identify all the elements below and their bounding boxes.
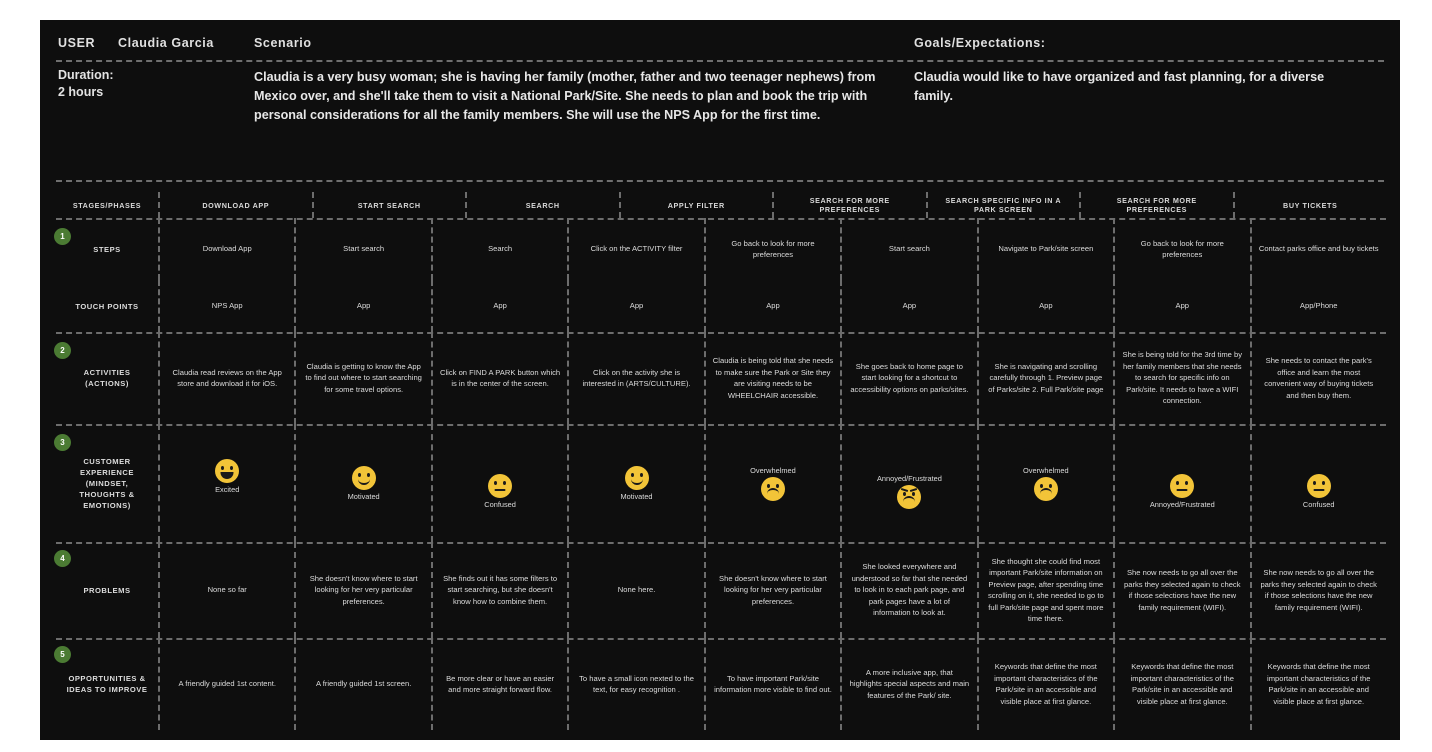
row-steps xyxy=(56,218,1386,280)
cell-opp-3: To have a small icon nexted to the text, for easy recognition . xyxy=(569,638,705,730)
neutral-face-icon xyxy=(1170,474,1194,498)
row-problems xyxy=(56,542,1386,638)
cell-opp-8: Keywords that define the most important characteristics of the Park/site in an accessible and visible place at first glance. xyxy=(1267,662,1371,706)
emotion-overwhelmed: Overwhelmed xyxy=(750,466,796,501)
emotion-annoyed-2: Annoyed/Frustrated xyxy=(1150,474,1215,509)
cell-touch-6: App xyxy=(979,280,1115,332)
smile-face-icon xyxy=(625,466,649,490)
cell-emotion-1 xyxy=(296,424,432,542)
cell-prob-3: None here. xyxy=(569,542,705,638)
cell-touch-2: App xyxy=(433,280,569,332)
scenario-label: Scenario xyxy=(254,36,312,50)
badge-3: 3 xyxy=(54,434,71,451)
user-name: Claudia Garcia xyxy=(118,36,214,50)
smile-face-icon xyxy=(352,466,376,490)
cell-act-2: Click on FIND A PARK button which is in the center of the screen. xyxy=(433,332,569,424)
journey-grid xyxy=(56,192,1386,730)
header-top-row xyxy=(58,36,1388,56)
cell-steps-4: Go back to look for more preferences xyxy=(706,218,842,280)
cell-emotion-2 xyxy=(433,424,569,542)
stage-header-5: SEARCH SPECIFIC INFO IN A PARK SCREEN xyxy=(928,192,1082,218)
cell-steps-2: Search xyxy=(433,218,569,280)
scenario-text: Claudia is a very busy woman; she is having her family (mother, father and two teenager nephews) from Mexico over, and she'll take them to visit a National Park/Site. She needs to plan and book the trip with personal considerations for all the family members. She will use the NPS App for the first time. xyxy=(254,70,876,122)
cell-touch-7: App xyxy=(1115,280,1251,332)
stage-header-3: APPLY FILTER xyxy=(621,192,775,218)
cell-opp-4: To have important Park/site information more visible to find out. xyxy=(706,638,842,730)
cell-emotion-4 xyxy=(706,424,842,542)
goals-label: Goals/Expectations: xyxy=(914,36,1046,50)
cell-steps-0: Download App xyxy=(160,218,296,280)
cell-opp-1: A friendly guided 1st screen. xyxy=(296,638,432,730)
header-divider-top xyxy=(56,60,1384,62)
cell-emotion-0 xyxy=(160,424,296,542)
cell-act-5: She goes back to home page to start looking for a shortcut to accessibility options on parks/sites. xyxy=(842,332,978,424)
cell-touch-0: NPS App xyxy=(160,280,296,332)
row-label-activities: ACTIVITIES (ACTIONS) xyxy=(56,332,160,424)
cell-prob-8: She now needs to go all over the parks they selected again to check if those selections have the new family requirement (WIFI). xyxy=(1260,568,1377,612)
cell-steps-3: Click on the ACTIVITY filter xyxy=(569,218,705,280)
cell-prob-1: She doesn't know where to start looking for her very particular preferences. xyxy=(296,542,432,638)
cell-act-6: She is navigating and scrolling carefully through 1. Preview page of Parks/site 2. Full Park/site page xyxy=(979,332,1115,424)
cell-touch-4: App xyxy=(706,280,842,332)
badge-5: 5 xyxy=(54,646,71,663)
cell-steps-8: Contact parks office and buy tickets xyxy=(1258,244,1379,254)
cell-steps-6: Navigate to Park/site screen xyxy=(979,218,1115,280)
row-label-experience: CUSTOMER EXPERIENCE (MINDSET, THOUGHTS & EMOTIONS) xyxy=(56,424,160,542)
cell-act-7: She is being told for the 3rd time by her family members that she needs to search for specific info on Park/site. It needs to have a WIFI connection. xyxy=(1115,332,1251,424)
badge-2: 2 xyxy=(54,342,71,359)
row-opportunities xyxy=(56,638,1386,730)
cell-touch-8: App/Phone xyxy=(1299,301,1338,311)
stage-header-2: SEARCH xyxy=(467,192,621,218)
emotion-motivated: Motivated xyxy=(348,466,380,501)
duration-value: 2 hours xyxy=(58,85,104,99)
duration-label: Duration: xyxy=(58,68,114,82)
cell-prob-6: She thought she could find most important Park/site information on Preview page, after spending time scrolling on it, she needed to go to full Park/site page and spent more time there. xyxy=(979,542,1115,638)
row-label-touchpoints: TOUCH POINTS xyxy=(56,280,160,332)
stage-header-4: SEARCH FOR MORE PREFERENCES xyxy=(774,192,928,218)
row-label-problems: PROBLEMS xyxy=(56,542,160,638)
emotion-confused: Confused xyxy=(484,474,516,509)
frown-face-icon xyxy=(761,477,785,501)
stage-header-row xyxy=(56,192,1386,218)
cell-prob-4: She doesn't know where to start looking for her very particular preferences. xyxy=(706,542,842,638)
cell-emotion-5 xyxy=(842,424,978,542)
frown-face-icon xyxy=(1034,477,1058,501)
cell-opp-0: A friendly guided 1st content. xyxy=(160,638,296,730)
stage-header-0: DOWNLOAD APP xyxy=(160,192,314,218)
cell-prob-7: She now needs to go all over the parks they selected again to check if those selections have the new family requirement (WIFI). xyxy=(1115,542,1251,638)
journey-map-board xyxy=(40,20,1400,740)
angry-face-icon xyxy=(897,485,921,509)
stages-phases-label: STAGES/PHASES xyxy=(72,200,142,210)
cell-emotion-8 xyxy=(1252,424,1386,542)
cell-prob-2: She finds out it has some filters to start searching, but she doesn't know how to combine them. xyxy=(433,542,569,638)
cell-emotion-6 xyxy=(979,424,1115,542)
cell-opp-6: Keywords that define the most important characteristics of the Park/site in an accessible and visible place at first glance. xyxy=(979,638,1115,730)
grin-face-icon xyxy=(215,459,239,483)
row-label-steps: STEPS xyxy=(56,218,160,280)
goals-text: Claudia would like to have organized and fast planning, for a diverse family. xyxy=(914,70,1325,103)
stage-header-7: BUY TICKETS xyxy=(1283,200,1338,210)
badge-4: 4 xyxy=(54,550,71,567)
cell-act-4: Claudia is being told that she needs to make sure the Park or Site they are visiting needs to be WHEELCHAIR accessible. xyxy=(706,332,842,424)
row-activities xyxy=(56,332,1386,424)
badge-1: 1 xyxy=(54,228,71,245)
cell-touch-5: App xyxy=(842,280,978,332)
cell-steps-5: Start search xyxy=(842,218,978,280)
cell-act-3: Click on the activity she is interested in (ARTS/CULTURE). xyxy=(569,332,705,424)
emotion-overwhelmed-2: Overwhelmed xyxy=(1023,466,1069,501)
cell-steps-1: Start search xyxy=(296,218,432,280)
emotion-excited: Excited xyxy=(215,459,239,494)
row-label-opportunities: OPPORTUNITIES & IDEAS TO IMPROVE xyxy=(56,638,160,730)
cell-emotion-7 xyxy=(1115,424,1251,542)
row-customer-experience xyxy=(56,424,1386,542)
cell-prob-5: She looked everywhere and understood so far that she needed to look in to each park page, and park pages have a lot of information to look at. xyxy=(842,542,978,638)
cell-emotion-3 xyxy=(569,424,705,542)
user-label: USER xyxy=(58,36,96,50)
cell-act-0: Claudia read reviews on the App store and download it for iOS. xyxy=(160,332,296,424)
neutral-face-icon xyxy=(1307,474,1331,498)
cell-touch-1: App xyxy=(296,280,432,332)
emotion-motivated-2: Motivated xyxy=(621,466,653,501)
cell-opp-5: A more inclusive app, that highlights special aspects and main features of the Park/ site. xyxy=(842,638,978,730)
stage-header-6: SEARCH FOR MORE PREFERENCES xyxy=(1081,192,1235,218)
cell-opp-2: Be more clear or have an easier and more straight forward flow. xyxy=(433,638,569,730)
cell-act-1: Claudia is getting to know the App to find out where to start searching for some travel options. xyxy=(296,332,432,424)
cell-opp-7: Keywords that define the most important characteristics of the Park/site in an accessible and visible place at first glance. xyxy=(1115,638,1251,730)
header-divider-bottom xyxy=(56,180,1384,182)
emotion-annoyed: Annoyed/Frustrated xyxy=(877,474,942,509)
neutral-face-icon xyxy=(488,474,512,498)
row-touchpoints xyxy=(56,280,1386,332)
corner-cell xyxy=(56,192,160,218)
cell-prob-0: None so far xyxy=(160,542,296,638)
cell-act-8: She needs to contact the park's office and learn the most convenient way of buying tickets and then buy them. xyxy=(1264,356,1374,400)
cell-steps-7: Go back to look for more preferences xyxy=(1115,218,1251,280)
stage-header-1: START SEARCH xyxy=(314,192,468,218)
emotion-confused-2: Confused xyxy=(1303,474,1335,509)
cell-touch-3: App xyxy=(569,280,705,332)
